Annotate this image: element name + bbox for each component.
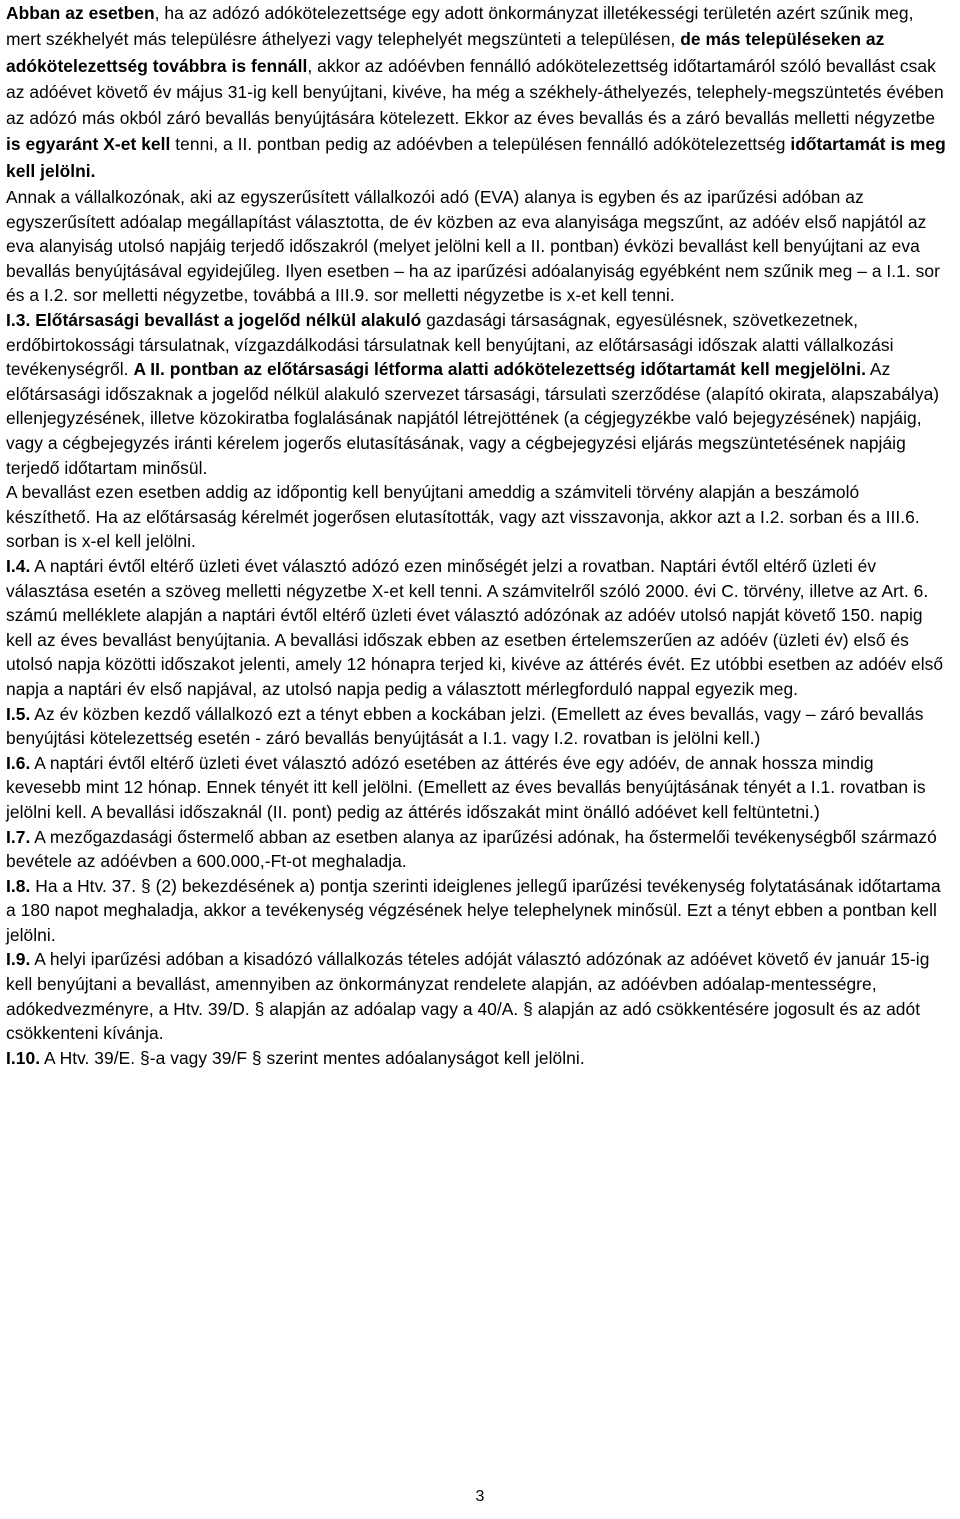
paragraph-i6-transition-year bbox=[6, 751, 946, 825]
paragraph-i9-small-taxpayer bbox=[6, 947, 946, 1045]
bold-text-run: időtartamát is meg kell jelölni. bbox=[6, 134, 946, 181]
paragraph-i5-new-business bbox=[6, 702, 946, 751]
text-run: tenni, a II. pontban pedig az adóévben a településen fennálló adókötelezettség bbox=[170, 134, 791, 155]
paragraph-i3-deadline bbox=[6, 480, 946, 554]
text-run: A bevallást ezen esetben addig az időpontig kell benyújtani ameddig a számviteli törvény alapján a beszámoló készíthető. Ha az előtársaság kérelmét jogerősen elutasították, vagy azt visszavonja, akkor azt a I.2. sorban és a III.6. sorban is x-el kell jelölni. bbox=[6, 482, 920, 552]
paragraph-relocation bbox=[6, 0, 946, 184]
bold-text-run: I.5. bbox=[6, 703, 31, 724]
bold-text-run: I.8. bbox=[6, 875, 31, 896]
paragraph-i7-agricultural-producer bbox=[6, 825, 946, 874]
text-run: A helyi iparűzési adóban a kisadózó vállalkozás tételes adóját választó adózónak az adóévet követő év január 15-ig kell benyújtani a bevallást, amennyiben az önkormányzat rendelete alapján, az adóévben adóalap-mentességre, adókedvezményre, a Htv. 39/D. § alapján az adóalap vagy a 40/A. § alapján az adó csökkentésére jogosult és az adót csökkenteni kívánja. bbox=[6, 949, 930, 1044]
bold-text-run: I.6. bbox=[6, 752, 31, 773]
text-run: A mezőgazdasági őstermelő abban az esetben alanya az iparűzési adónak, ha őstermelői tevékenységből származó bevétele az adóévben a 600.000,-Ft-ot meghaladja. bbox=[6, 826, 937, 872]
bold-text-run: I.9. bbox=[6, 949, 31, 970]
text-run: Az előtársasági időszaknak a jogelőd nélkül alakuló szervezet társasági, társulati szerződése (alapító okirata, alapszabálya) ellenjegyzésének, illetve közokiratba foglalásának napjától létrejöttének (a cégjegyzékbe való bejegyzésének) napjáig, vagy a cégbejegyzés iránti kérelem jogerős elutasításának, vagy a cégbejegyzési eljárás megszüntetésének napjáig terjedő időtartam minősül. bbox=[6, 359, 940, 478]
bold-text-run: I.7. bbox=[6, 826, 31, 847]
text-run: , akkor az adóévben fennálló adókötelezettség időtartamáról szóló bevallást csak az adóévet követő év május 31-ig kell benyújtani, kivéve, ha még a székhely-áthelyezés, telephely-megszüntetés évében az adózó más okból záró bevallás benyújtására kötelezett. Ekkor az éves bevallás és a záró bevallás melletti négyzetbe bbox=[6, 55, 944, 129]
paragraph-i8-temporary-activity bbox=[6, 874, 946, 948]
text-run: Annak a vállalkozónak, aki az egyszerűsített vállalkozói adó (EVA) alanya is egyben és az iparűzési adóban az egyszerűsített adóalap megállapítást választotta, de év közben az eva alanyisága megszűnt, az adóév első napjától az eva alanyiság utolsó napjáig terjedő időszakról (melyet jelölni kell a II. pontban) évközi bevallást kell benyújtani az eva bevallás benyújtásával egyidejűleg. Ilyen esetben – ha az iparűzési adóalanyiság egyébként nem szűnik meg – a I.1. sor és a I.2. sor melletti négyzetbe, továbbá a III.9. sor melletti négyzetbe is x-et kell tenni. bbox=[6, 187, 940, 306]
paragraph-i4-fiscal-year bbox=[6, 554, 946, 702]
paragraph-i10-exempt bbox=[6, 1046, 946, 1071]
page-number: 3 bbox=[475, 1488, 485, 1505]
text-run: Ha a Htv. 37. § (2) bekezdésének a) pontja szerinti ideiglenes jellegű iparűzési tevékenység folytatásának időtartama a 180 napot meghaladja, akkor a tevékenység végzésének helye telephelynek minősül. Ezt a tényt ebben a pontban kell jelölni. bbox=[6, 875, 941, 945]
bold-text-run: I.3. Előtársasági bevallást a jogelőd nélkül alakuló bbox=[6, 310, 422, 331]
text-run: A naptári évtől eltérő üzleti évet választó adózó esetében az áttérés éve egy adóév, de annak hossza mindig kevesebb mint 12 hónap. Ennek tényét itt kell jelölni. (Emellett az éves bevallás benyújtásának tényét a I.1. rovatban is jelölni kell. A bevallási időszaknál (II. pont) pedig az áttérés időszakát mint önálló adóévet kell feltüntetni.) bbox=[6, 752, 926, 822]
text-run: A Htv. 39/E. §-a vagy 39/F § szerint mentes adóalanyságot kell jelölni. bbox=[40, 1047, 585, 1068]
bold-text-run: de más településeken az adókötelezettség továbbra is fennáll bbox=[6, 29, 885, 76]
paragraph-eva bbox=[6, 185, 946, 308]
bold-text-run: I.10. bbox=[6, 1047, 41, 1068]
bold-text-run: is egyaránt X-et kell bbox=[6, 134, 171, 155]
text-run: , ha az adózó adókötelezettsége egy adott önkormányzat illetékességi területén azért szűnik meg, mert székhelyét más településre áthelyezi vagy telephelyét megszünteti a településen, bbox=[6, 3, 914, 50]
bold-text-run: I.4. bbox=[6, 555, 31, 576]
bold-text-run: A II. pontban az előtársasági létforma alatti adókötelezettség időtartamát kell megjelölni. bbox=[133, 359, 866, 380]
document-body bbox=[6, 0, 946, 1070]
bold-text-run: Abban az esetben bbox=[6, 3, 155, 23]
text-run: gazdasági társaságnak, egyesülésnek, szövetkezetnek, erdőbirtokossági társulatnak, vízgazdálkodási társulatnak kell benyújtani, az előtársasági időszak alatti vállalkozási tevékenységről. bbox=[6, 310, 894, 380]
paragraph-i3-pre-company bbox=[6, 308, 946, 480]
text-run: A naptári évtől eltérő üzleti évet választó adózó ezen minőségét jelzi a rovatban. Naptári évtől eltérő üzleti év választása esetén a szöveg melletti négyzetbe X-et kell tenni. A számvitelről szóló 2000. évi C. törvény, illetve az Art. 6. számú melléklete alapján a naptári évtől eltérő üzleti évet választó adózónak az adóév utolsó napját követő 150. napig kell az éves bevallást benyújtania. A bevallási időszak ebben az esetben értelemszerűen az adóév (üzleti év) első és utolsó napja közötti időszakot jelenti, amely 12 hónapra terjed ki, kivéve az áttérés évét. Ez utóbbi esetben az adóév első napja a naptári év első napjával, az utolsó napja pedig a választott mérlegforduló nappal egyezik meg. bbox=[6, 555, 944, 699]
text-run: Az év közben kezdő vállalkozó ezt a tényt ebben a kockában jelzi. (Emellett az éves bevallás, vagy – záró bevallás benyújtási kötelezettség esetén - záró bevallás benyújtását a I.1. vagy I.2. rovatban is jelölni kell.) bbox=[6, 703, 924, 749]
